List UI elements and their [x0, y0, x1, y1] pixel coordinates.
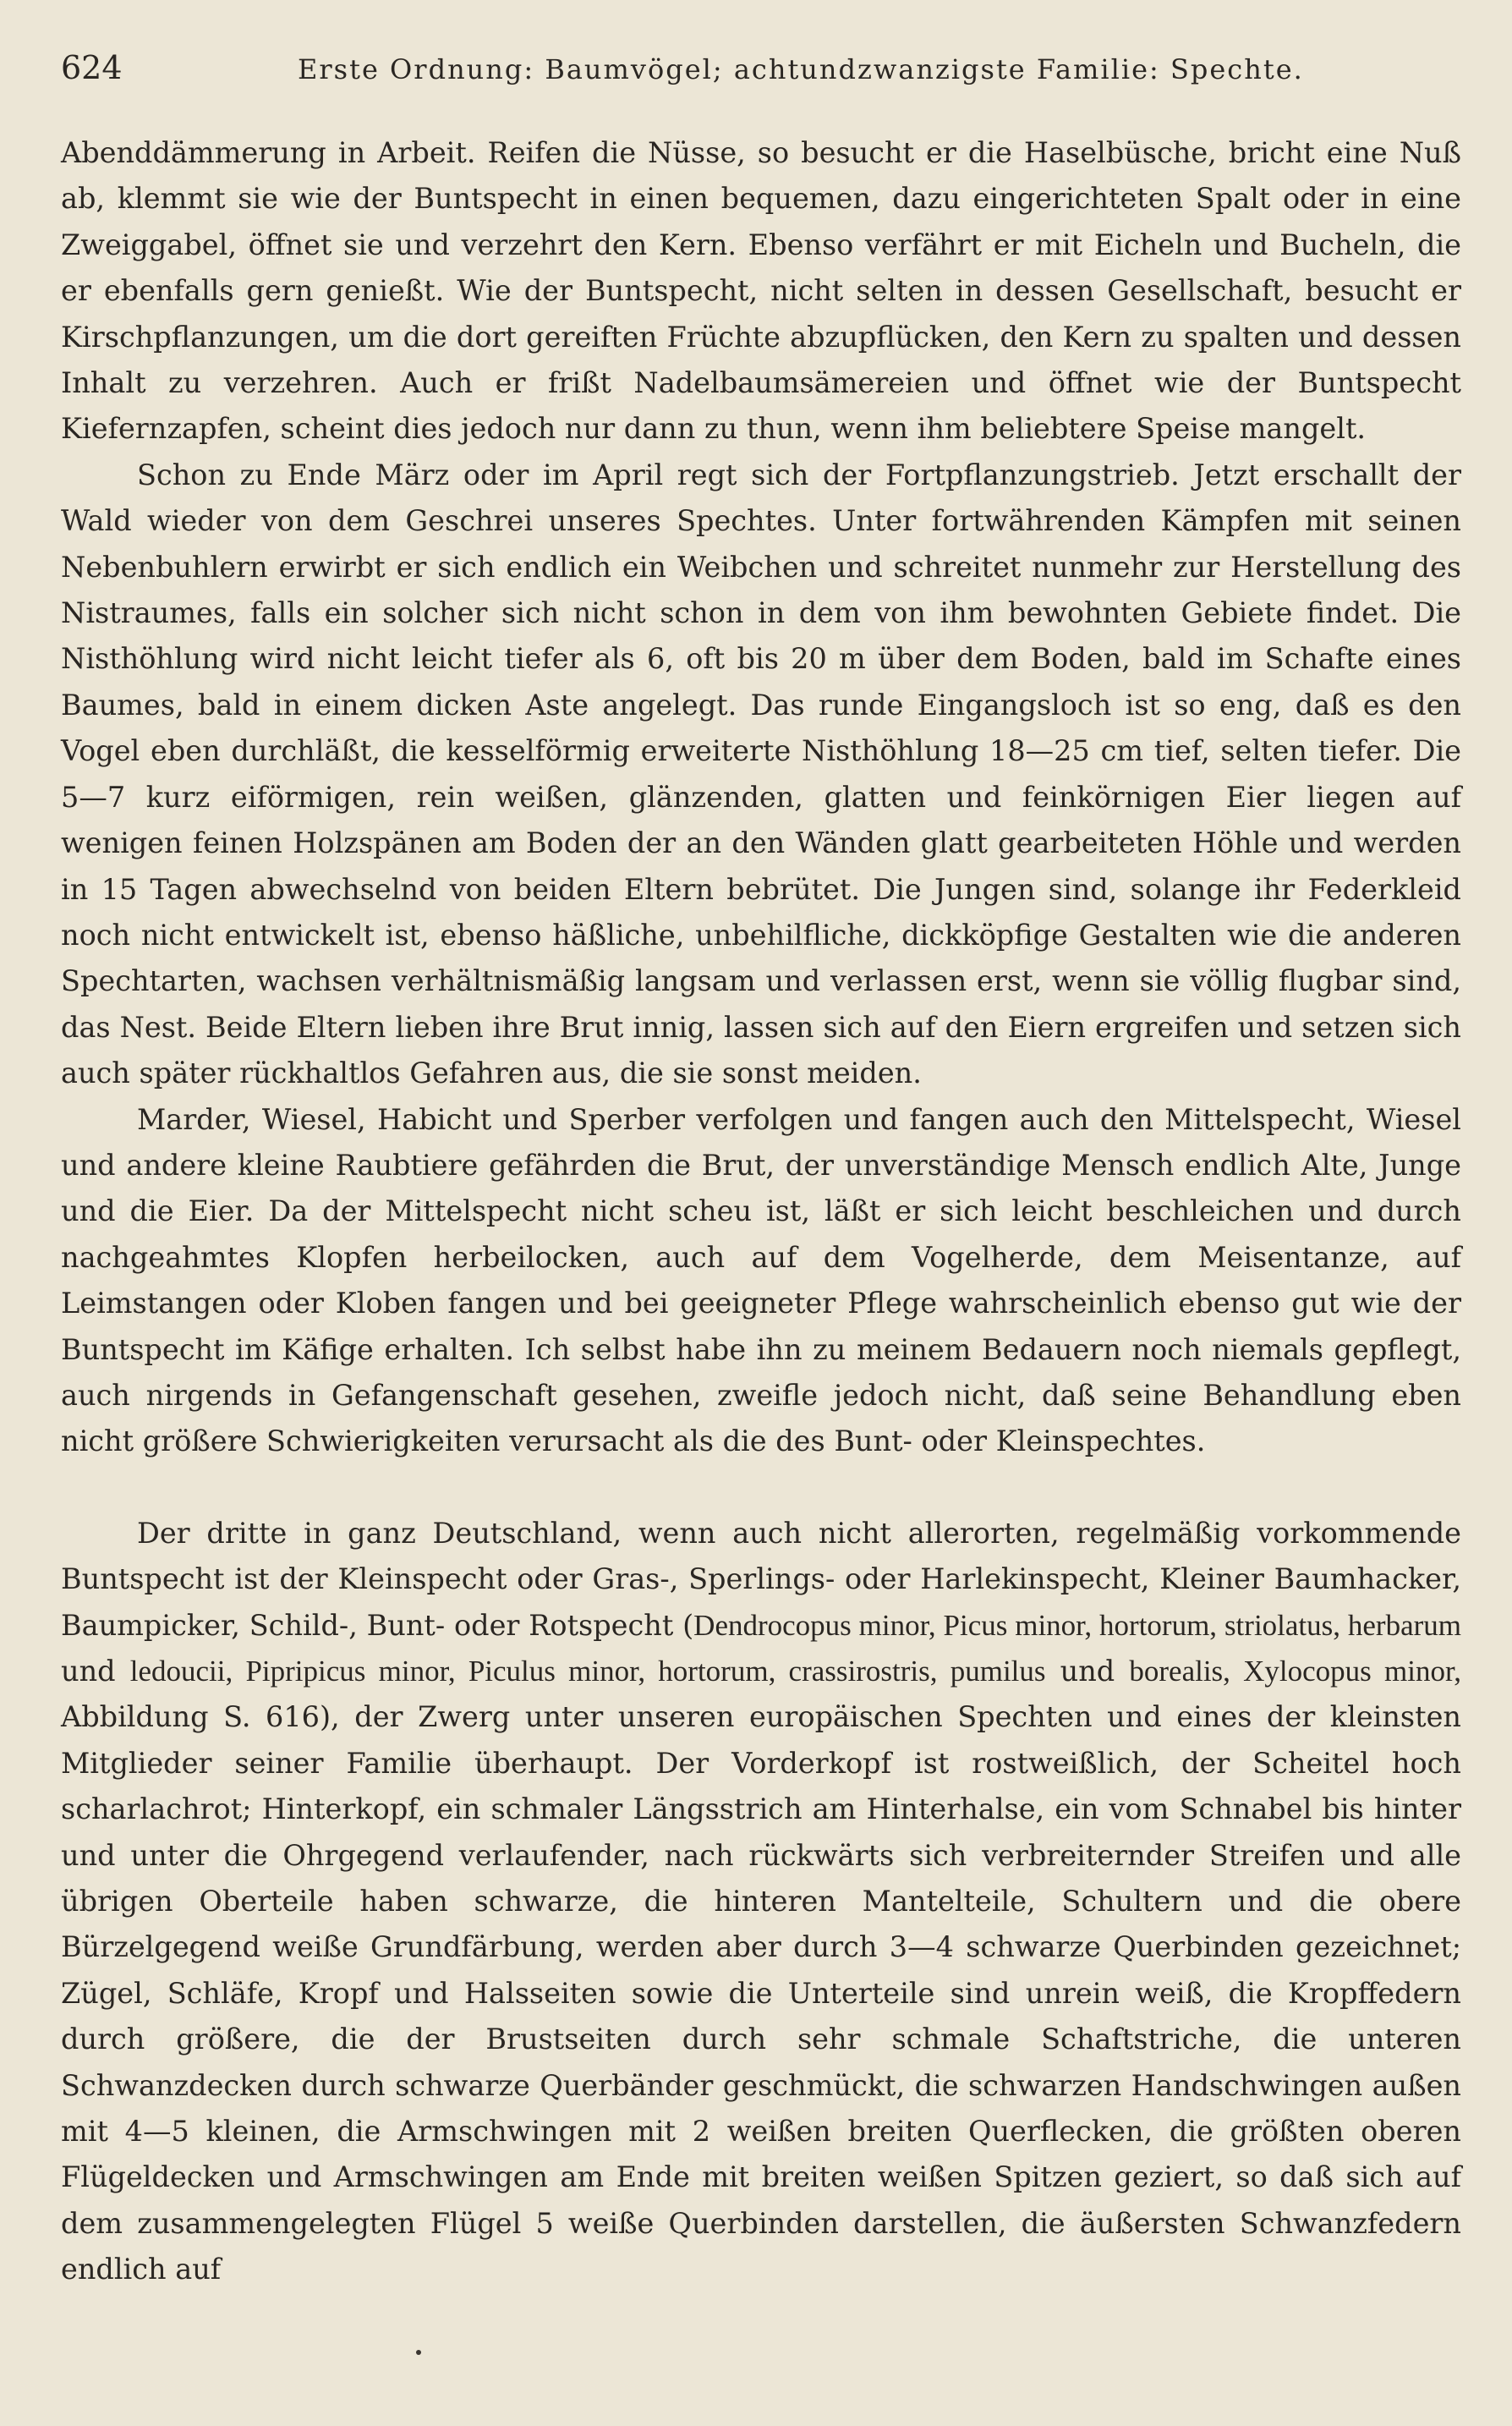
ink-dot [416, 2350, 421, 2355]
running-title: Erste Ordnung: Baumvögel; achtundzwanzigste Familie: Spechte. [298, 53, 1304, 85]
text-run: Abbildung S. 616), der Zwerg unter unseren europäischen Spechten und eines der kleinsten Mitglieder seiner Familie überhaupt. Der Vorderkopf ist rostweißlich, der Scheitel hoch scharlachrot; Hinterkopf, ein schmaler Längsstrich am Hinterhalse, ein vom Schnabel bis hinter und unter die Ohrgegend verlaufender, nach rückwärts sich verbreiternder Streifen und alle übrigen Oberteile haben schwarze, die hinteren Mantelteile, Schultern und die obere Bürzelgegend weiße Grundfärbung, werden aber durch 3—4 schwarze Querbinden gezeichnet; Zügel, Schläfe, Kropf und Halsseiten sowie die Unterteile sind unrein weiß, die Kropffedern durch größere, die der Brustseiten durch sehr schmale Schaftstriche, die unteren Schwanzdecken durch schwarze Querbänder geschmückt, die schwarzen Handschwingen außen mit 4—5 kleinen, die Armschwingen mit 2 weißen breiten Querflecken, die größten oberen Flügeldecken und Armschwingen am Ende mit breiten weißen Spitzen geziert, so daß sich auf dem zusammengelegten Flügel 5 weiße Querbinden darstellen, die äußersten Schwanzfedern endlich auf [61, 1700, 1461, 2286]
body-text [61, 130, 1461, 2293]
paragraph-kleinspecht [61, 1511, 1461, 2293]
page-number: 624 [61, 49, 123, 86]
paragraph-continued: Abenddämmerung in Arbeit. Reifen die Nüsse, so besucht er die Haselbüsche, bricht eine Nuß ab, klemmt sie wie der Buntspecht in einen bequemen, dazu eingerichteten Spalt oder in eine Zweiggabel, öffnet sie und verzehrt den Kern. Ebenso verfährt er mit Eicheln und Bucheln, die er ebenfalls gern genießt. Wie der Buntspecht, nicht selten in dessen Gesellschaft, besucht er Kirschpflanzungen, um die dort gereiften Früchte abzupflücken, den Kern zu spalten und dessen Inhalt zu verzehren. Auch er frißt Nadelbaumsämereien und öffnet wie der Buntspecht Kiefernzapfen, scheint dies jedoch nur dann zu thun, wenn ihm beliebtere Speise mangelt. [61, 136, 1461, 446]
paragraph-breeding: Schon zu Ende März oder im April regt sich der Fortpflanzungstrieb. Jetzt erschallt der Wald wieder von dem Geschrei unseres Spechtes. Unter fortwährenden Kämpfen mit seinen Nebenbuhlern erwirbt er sich endlich ein Weibchen und schreitet nunmehr zur Herstellung des Nistraumes, falls ein solcher sich nicht schon in dem von ihm bewohnten Gebiete findet. Die Nisthöhlung wird nicht leicht tiefer als 6, oft bis 20 m über dem Boden, bald im Schafte eines Baumes, bald in einem dicken Aste angelegt. Das runde Eingangsloch ist so eng, daß es den Vogel eben durchläßt, die kesselförmig erweiterte Nisthöhlung 18—25 cm tief, selten tiefer. Die 5—7 kurz eiförmigen, rein weißen, glänzenden, glatten und feinkörnigen Eier liegen auf wenigen feinen Holzspänen am Boden der an den Wänden glatt gearbeiteten Höhle und werden in 15 Tagen abwechselnd von beiden Eltern bebrütet. Die Jungen sind, solange ihr Federkleid noch nicht entwickelt ist, ebenso häßliche, unbehilfliche, dickköpfige Gestalten wie die anderen Spechtarten, wachsen verhältnismäßig langsam und verlassen erst, wenn sie völlig flugbar sind, das Nest. Beide Eltern lieben ihre Brut innig, lassen sich auf den Eiern ergreifen und setzen sich auch später rückhaltlos Gefahren aus, die sie sonst meiden. [61, 458, 1461, 1090]
text-run: und [1045, 1655, 1130, 1688]
paragraph-enemies: Marder, Wiesel, Habicht und Sperber verfolgen und fangen auch den Mittelspecht, Wiesel und andere kleine Raubtiere gefährden die Brut, der unverständige Mensch endlich Alte, Junge und die Eier. Da der Mittelspecht nicht scheu ist, läßt er sich leicht beschleichen und durch nachgeahmtes Klopfen herbeilocken, auch auf dem Vogelherde, dem Meisentanze, auf Leimstangen oder Kloben fangen und bei geeigneter Pflege wahrscheinlich ebenso gut wie der Buntspecht im Käfige erhalten. Ich selbst habe ihn zu meinem Bedauern noch niemals gepflegt, auch nirgends in Gefangenschaft gesehen, zweifle jedoch nicht, daß seine Behandlung eben nicht größere Schwierigkeiten verursacht als die des Bunt- oder Kleinspechtes. [61, 1102, 1461, 1458]
page-header [61, 49, 1461, 108]
latin-names: ledoucii, Pipripicus minor, Piculus minor, hortorum, crassirostris, pumilus [129, 1655, 1046, 1688]
text-run: Der dritte in ganz Deutschland, wenn auch nicht allerorten, regelmäßig vorkommende Buntspecht ist der Kleinspecht oder Gras-, Sperlings- oder Harlekinspecht, Kleiner Baumhacker, Baumpicker, Schild-, Bunt- oder Rotspecht ( [61, 1516, 1461, 1642]
latin-names: Dendrocopus minor, Picus minor, hortorum, striolatus, herbarum [693, 1608, 1461, 1642]
text-run: und [61, 1655, 130, 1688]
latin-names: borealis, Xylocopus minor, [1129, 1655, 1461, 1688]
